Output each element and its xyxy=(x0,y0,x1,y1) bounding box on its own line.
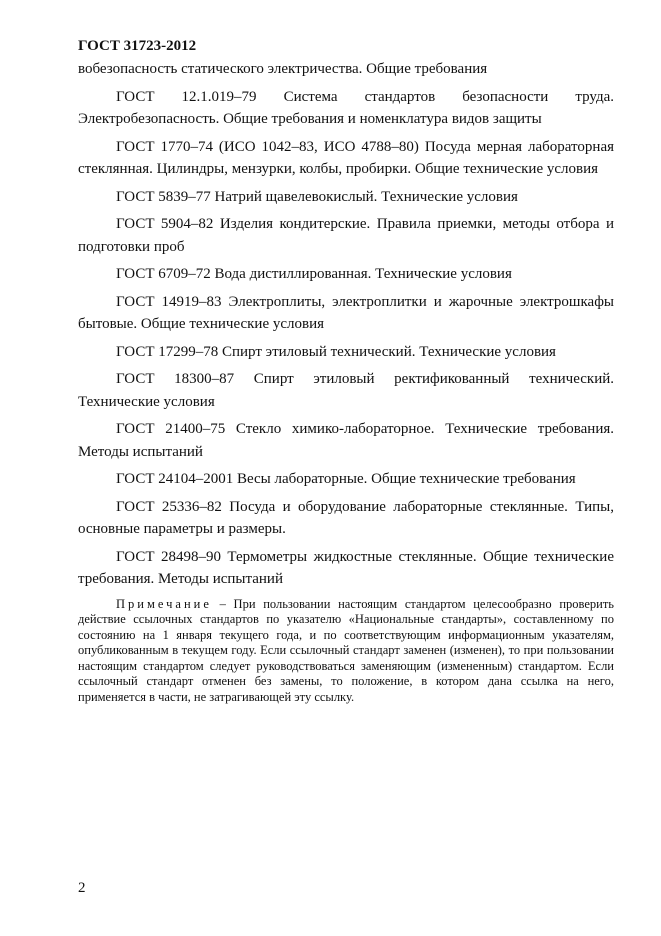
list-item: ГОСТ 21400–75 Стекло химико-лабораторное. Технические требования. Методы испытаний xyxy=(78,421,614,460)
list-item: ГОСТ 6709–72 Вода дистиллированная. Технические условия xyxy=(116,266,512,282)
references-list xyxy=(78,58,614,591)
page-header: ГОСТ 31723-2012 xyxy=(78,38,197,54)
list-item: вобезопасность статического электричества. Общие требования xyxy=(78,61,488,77)
list-item: ГОСТ 14919–83 Электроплиты, электроплитки и жарочные электрошкафы бытовые. Общие технические условия xyxy=(78,293,614,332)
document-page xyxy=(78,36,614,705)
list-item: ГОСТ 18300–87 Спирт этиловый ректификованный технический. Технические условия xyxy=(78,371,614,410)
list-item: ГОСТ 28498–90 Термометры жидкостные стеклянные. Общие технические требования. Методы испытаний xyxy=(78,548,614,587)
note-label: Примечание xyxy=(116,596,212,611)
list-item: ГОСТ 12.1.019–79 Система стандартов безопасности труда. Электробезопасность. Общие требования и номенклатура видов защиты xyxy=(78,88,614,127)
note xyxy=(78,597,614,706)
list-item: ГОСТ 25336–82 Посуда и оборудование лабораторные стеклянные. Типы, основные параметры и размеры. xyxy=(78,498,614,537)
list-item: ГОСТ 5839–77 Натрий щавелевокислый. Технические условия xyxy=(116,188,518,205)
note-text: – При пользовании настоящим стандартом целесообразно проверить действие ссылочных стандартов по указателю «Национальные стандарты», составленному по состоянию на 1 января текущего года, и по соответствующим информационным указателям, опубликованным в текущем году. Если ссылочный стандарт заменен (изменен), то при пользовании настоящим стандартом следует руководствоваться заменяющим (измененным) стандартом. Если ссылочный стандарт отменен без замены, то положение, в котором дана ссылка на него, применяется в части, не затрагивающей эту ссылку. xyxy=(78,596,614,704)
page-number: 2 xyxy=(78,880,86,896)
list-item: ГОСТ 17299–78 Спирт этиловый технический. Технические условия xyxy=(116,343,556,360)
list-item: ГОСТ 1770–74 (ИСО 1042–83, ИСО 4788–80) Посуда мерная лабораторная стеклянная. Цилиндры, мензурки, колбы, пробирки. Общие технические условия xyxy=(78,138,614,177)
list-item: ГОСТ 24104–2001 Весы лабораторные. Общие технические требования xyxy=(116,471,576,487)
list-item: ГОСТ 5904–82 Изделия кондитерские. Правила приемки, методы отбора и подготовки проб xyxy=(78,216,614,255)
